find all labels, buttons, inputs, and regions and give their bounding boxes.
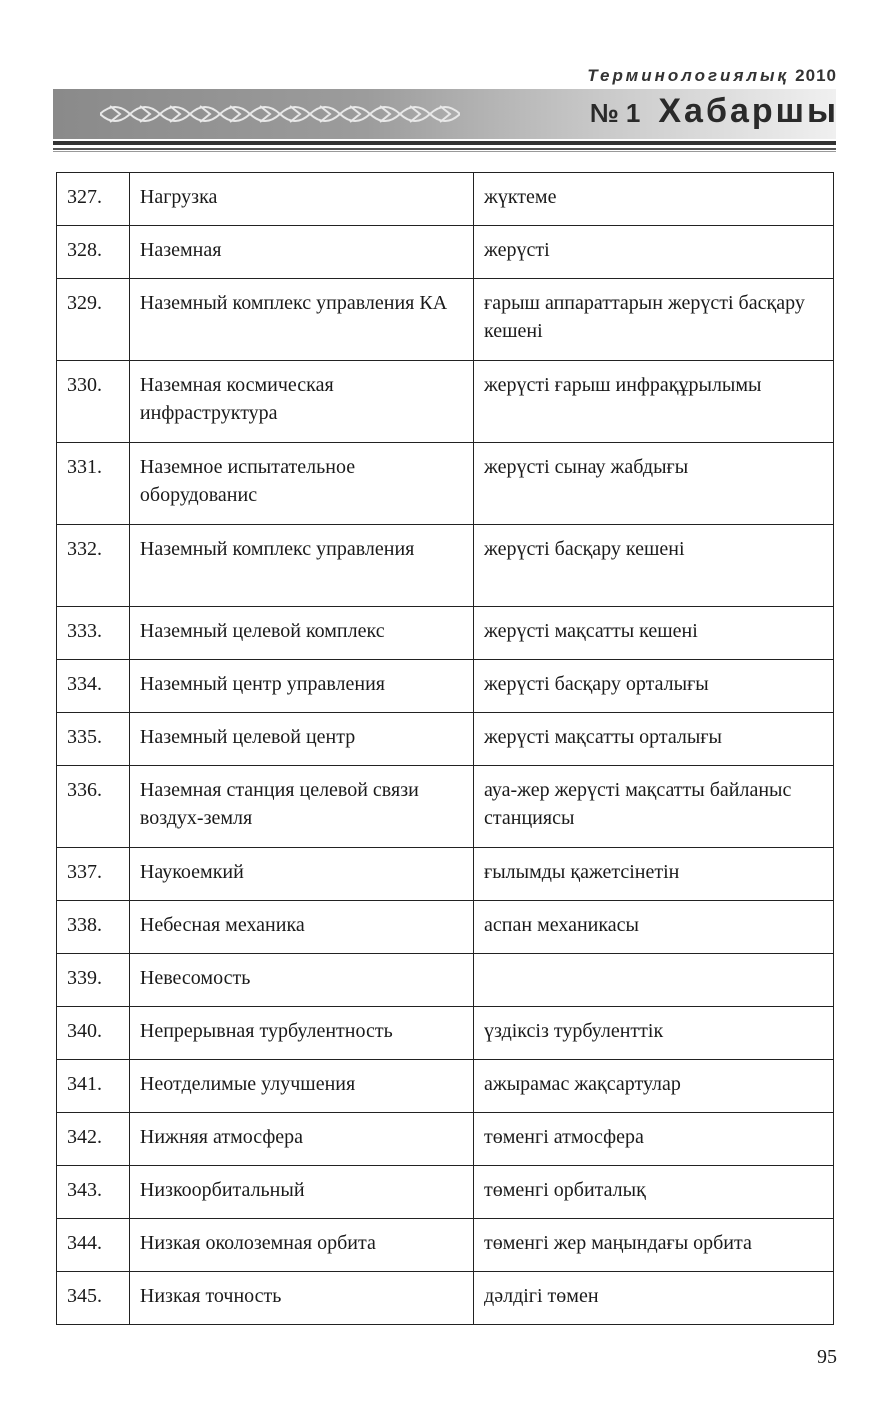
- kazakh-term: [474, 954, 834, 1007]
- russian-term: Невесомость: [129, 954, 473, 1007]
- row-number: 336.: [57, 766, 130, 848]
- russian-term: Низкая околоземная орбита: [129, 1219, 473, 1272]
- kazakh-term: ғарыш аппараттарын жерүсті басқару кешені: [474, 279, 834, 361]
- kazakh-term: төменгі жер маңындағы орбита: [474, 1219, 834, 1272]
- banner-title: [590, 92, 839, 131]
- russian-term: Небесная механика: [129, 901, 473, 954]
- table-row: [57, 660, 834, 713]
- table-row: [57, 713, 834, 766]
- russian-term: Низкая точность: [129, 1272, 473, 1325]
- kazakh-term: жерүсті басқару кешені: [474, 525, 834, 607]
- row-number: 343.: [57, 1166, 130, 1219]
- russian-term: Наземный центр управления: [129, 660, 473, 713]
- russian-term: Низкоорбитальный: [129, 1166, 473, 1219]
- row-number: 342.: [57, 1113, 130, 1166]
- page-number: 95: [817, 1346, 837, 1368]
- row-number: 337.: [57, 848, 130, 901]
- russian-term: Наземная: [129, 226, 473, 279]
- table-row: [57, 901, 834, 954]
- row-number: 330.: [57, 361, 130, 443]
- row-number: 338.: [57, 901, 130, 954]
- header-rule: [53, 151, 836, 152]
- journal-word: Терминологиялық: [587, 66, 790, 85]
- russian-term: Наземный комплекс управления КА: [129, 279, 473, 361]
- kazakh-term: ауа-жер жерүсті мақсатты байланыс станциясы: [474, 766, 834, 848]
- kazakh-term: дәлдігі төмен: [474, 1272, 834, 1325]
- header-rule: [53, 141, 836, 145]
- table-row: [57, 361, 834, 443]
- table-row: [57, 1113, 834, 1166]
- kazakh-term: жерүсті ғарыш инфрақұрылымы: [474, 361, 834, 443]
- kazakh-term: ғылымды қажетсінетін: [474, 848, 834, 901]
- journal-year: 2010: [795, 66, 837, 85]
- kazakh-term: төменгі атмосфера: [474, 1113, 834, 1166]
- table-row: [57, 226, 834, 279]
- russian-term: Наземная станция целевой связи воздух-земля: [129, 766, 473, 848]
- table-row: [57, 1166, 834, 1219]
- russian-term: Наземный целевой комплекс: [129, 607, 473, 660]
- row-number: 333.: [57, 607, 130, 660]
- table-row: [57, 279, 834, 361]
- kazakh-term: жерүсті сынау жабдығы: [474, 443, 834, 525]
- russian-term: Наземный целевой центр: [129, 713, 473, 766]
- row-number: 335.: [57, 713, 130, 766]
- row-number: 345.: [57, 1272, 130, 1325]
- russian-term: Наукоемкий: [129, 848, 473, 901]
- table-row: [57, 848, 834, 901]
- kazakh-term: жүктеме: [474, 173, 834, 226]
- journal-subtitle: [587, 66, 837, 86]
- russian-term: Наземное испытательное оборудованис: [129, 443, 473, 525]
- journal-name: Хабаршы: [658, 92, 839, 130]
- ornament-icon: [100, 98, 460, 130]
- russian-term: Неотделимые улучшения: [129, 1060, 473, 1113]
- row-number: 327.: [57, 173, 130, 226]
- terms-table: [56, 172, 834, 1325]
- kazakh-term: үздіксіз турбуленттік: [474, 1007, 834, 1060]
- kazakh-term: жерүсті мақсатты кешені: [474, 607, 834, 660]
- russian-term: Наземная космическая инфраструктура: [129, 361, 473, 443]
- russian-term: Нижняя атмосфера: [129, 1113, 473, 1166]
- kazakh-term: аспан механикасы: [474, 901, 834, 954]
- kazakh-term: жерүсті басқару орталығы: [474, 660, 834, 713]
- table-row: [57, 954, 834, 1007]
- table-row: [57, 443, 834, 525]
- row-number: 332.: [57, 525, 130, 607]
- table-row: [57, 1007, 834, 1060]
- row-number: 344.: [57, 1219, 130, 1272]
- header-rule: [53, 148, 836, 150]
- row-number: 329.: [57, 279, 130, 361]
- kazakh-term: төменгі орбиталық: [474, 1166, 834, 1219]
- table-row: [57, 1219, 834, 1272]
- kazakh-term: ажырамас жақсартулар: [474, 1060, 834, 1113]
- row-number: 331.: [57, 443, 130, 525]
- issue-number: № 1: [589, 98, 641, 128]
- row-number: 340.: [57, 1007, 130, 1060]
- table-row: [57, 1272, 834, 1325]
- russian-term: Наземный комплекс управления: [129, 525, 473, 607]
- russian-term: Нагрузка: [129, 173, 473, 226]
- row-number: 341.: [57, 1060, 130, 1113]
- table-row: [57, 1060, 834, 1113]
- row-number: 334.: [57, 660, 130, 713]
- row-number: 328.: [57, 226, 130, 279]
- kazakh-term: жерүсті мақсатты орталығы: [474, 713, 834, 766]
- row-number: 339.: [57, 954, 130, 1007]
- russian-term: Непрерывная турбулентность: [129, 1007, 473, 1060]
- table-row: [57, 525, 834, 607]
- table-row: [57, 607, 834, 660]
- table-row: [57, 173, 834, 226]
- table-row: [57, 766, 834, 848]
- kazakh-term: жерүсті: [474, 226, 834, 279]
